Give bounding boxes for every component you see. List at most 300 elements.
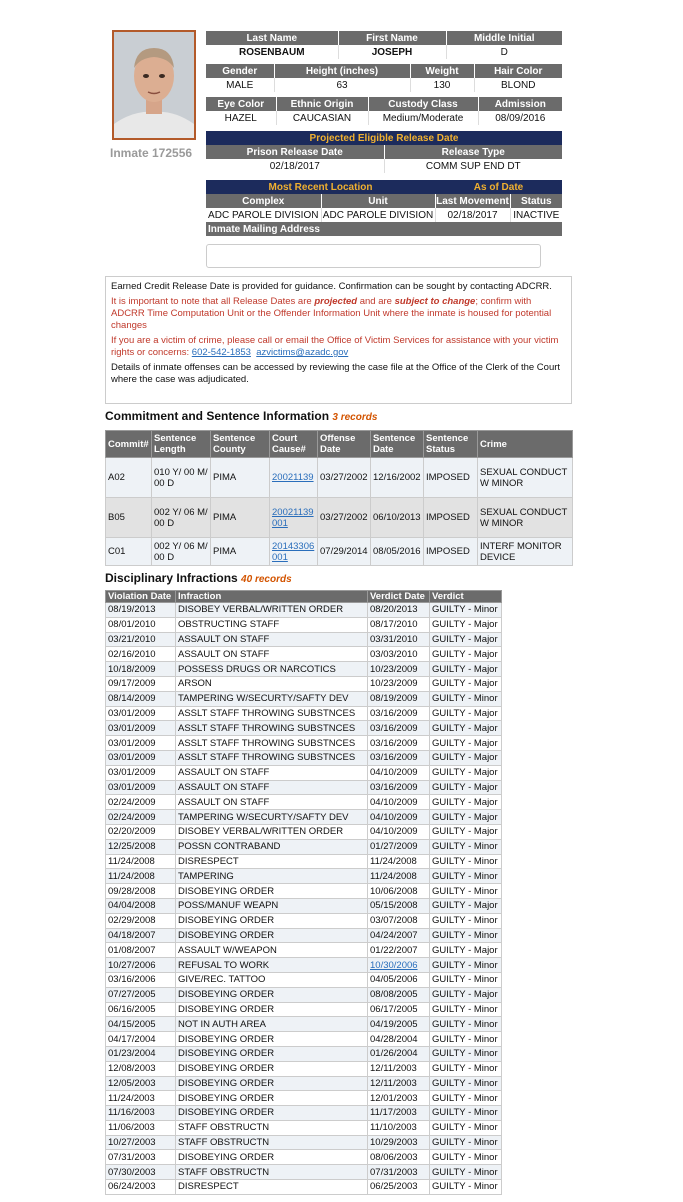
disciplinary-cell: 06/25/2003 xyxy=(368,1180,430,1195)
disciplinary-cell: DISOBEYING ORDER xyxy=(176,1091,368,1106)
disciplinary-cell: DISOBEYING ORDER xyxy=(176,1002,368,1017)
complex-header: Complex xyxy=(206,194,321,208)
disciplinary-cell: 08/19/2009 xyxy=(368,691,430,706)
commitment-cell: A02 xyxy=(106,458,152,498)
disciplinary-cell: 07/31/2003 xyxy=(368,1165,430,1180)
disciplinary-cell: 03/16/2006 xyxy=(106,972,176,987)
commitment-cell: 06/10/2013 xyxy=(371,498,424,538)
table-row xyxy=(106,839,502,854)
court-cause-link[interactable]: 20021139 xyxy=(272,472,314,483)
last-movement-header: Last Movement xyxy=(436,195,509,207)
disciplinary-cell: OBSTRUCTING STAFF xyxy=(176,617,368,632)
disciplinary-cell: TAMPERING W/SECURTY/SAFTY DEV xyxy=(176,810,368,825)
disciplinary-cell: GUILTY - Major xyxy=(430,810,502,825)
table-row xyxy=(106,987,502,1002)
disciplinary-cell: GUILTY - Minor xyxy=(430,884,502,899)
complex-value: ADC PAROLE DIVISION xyxy=(206,208,321,222)
disciplinary-cell: GUILTY - Minor xyxy=(430,1120,502,1135)
disciplinary-col-header: Violation Date xyxy=(106,591,176,603)
victim-email-link[interactable]: azvictims@azadc.gov xyxy=(256,347,349,358)
disciplinary-cell: GUILTY - Major xyxy=(430,780,502,795)
earned-credit-note: Earned Credit Release Date is provided for guidance. Confirmation can be sought by contacting ADCRR. xyxy=(111,281,552,292)
table-row xyxy=(106,913,502,928)
table-row xyxy=(106,928,502,943)
commitment-row xyxy=(106,538,573,566)
disciplinary-cell: GUILTY - Major xyxy=(430,706,502,721)
disciplinary-heading: Disciplinary Infractions 40 records xyxy=(105,571,292,585)
disciplinary-cell: ASSAULT ON STAFF xyxy=(176,647,368,662)
disciplinary-cell: 03/31/2010 xyxy=(368,632,430,647)
commitment-col-header: Crime xyxy=(478,431,573,458)
table-row xyxy=(106,676,502,691)
disciplinary-cell: 04/28/2004 xyxy=(368,1032,430,1047)
disciplinary-cell: 03/01/2009 xyxy=(106,780,176,795)
table-row xyxy=(106,691,502,706)
unit-header: Unit xyxy=(321,194,435,208)
disciplinary-cell: 06/16/2005 xyxy=(106,1002,176,1017)
hair-color-header: Hair Color xyxy=(474,64,562,78)
disciplinary-cell: GUILTY - Major xyxy=(430,824,502,839)
table-row xyxy=(106,617,502,632)
disciplinary-cell: GUILTY - Major xyxy=(430,647,502,662)
court-cause-link[interactable]: 20021139 001 xyxy=(272,506,314,529)
disciplinary-cell: DISRESPECT xyxy=(176,1180,368,1195)
victim-services-note: If you are a victim of crime, please call or email the Office of Victim Services for assistance with your victim rights or concerns: 602-542-1853 azvictims@azadc.gov xyxy=(111,335,559,358)
gender-header: Gender xyxy=(206,64,274,78)
disciplinary-cell: DISOBEYING ORDER xyxy=(176,928,368,943)
commitment-cell xyxy=(270,458,318,498)
prison-release-date-header: Prison Release Date xyxy=(206,145,384,159)
commitment-cell: 03/27/2002 xyxy=(318,458,371,498)
table-row xyxy=(106,706,502,721)
disciplinary-cell: 02/24/2009 xyxy=(106,810,176,825)
commitment-cell xyxy=(270,498,318,538)
disciplinary-cell: 04/10/2009 xyxy=(368,795,430,810)
commitment-col-header: Sentence Date xyxy=(371,431,424,458)
disciplinary-cell: 11/24/2008 xyxy=(368,869,430,884)
disciplinary-cell: ARSON xyxy=(176,676,368,691)
disciplinary-cell: GUILTY - Minor xyxy=(430,1061,502,1076)
disciplinary-cell: GUILTY - Minor xyxy=(430,913,502,928)
disciplinary-cell: GUILTY - Major xyxy=(430,750,502,765)
commitment-cell: 03/27/2002 xyxy=(318,498,371,538)
commitment-cell: 010 Y/ 00 M/ 00 D xyxy=(152,458,211,498)
table-row xyxy=(106,1165,502,1180)
unit-value: ADC PAROLE DIVISION xyxy=(322,209,434,221)
disciplinary-cell: 12/11/2003 xyxy=(368,1076,430,1091)
disciplinary-cell: 03/01/2009 xyxy=(106,706,176,721)
disciplinary-cell: GUILTY - Major xyxy=(430,765,502,780)
disciplinary-cell: GUILTY - Minor xyxy=(430,854,502,869)
disciplinary-cell: GUILTY - Minor xyxy=(430,603,502,618)
disciplinary-cell: DISOBEY VERBAL/WRITTEN ORDER xyxy=(176,824,368,839)
most-recent-location-header: Most Recent Location xyxy=(206,180,435,194)
commitment-col-header: Commit# xyxy=(106,431,152,458)
disciplinary-cell: GUILTY - Minor xyxy=(430,928,502,943)
disciplinary-cell: ASSAULT ON STAFF xyxy=(176,780,368,795)
commitment-cell: IMPOSED xyxy=(424,538,478,566)
disciplinary-cell: 07/30/2003 xyxy=(106,1165,176,1180)
mailing-address-box xyxy=(206,244,541,268)
disciplinary-cell: GUILTY - Minor xyxy=(430,869,502,884)
projected-release-header: Projected Eligible Release Date xyxy=(206,131,562,145)
physical-table xyxy=(206,64,562,92)
disciplinary-table xyxy=(105,590,502,1195)
disciplinary-cell: 06/24/2003 xyxy=(106,1180,176,1195)
disciplinary-cell: 03/16/2009 xyxy=(368,736,430,751)
table-row xyxy=(106,1135,502,1150)
disciplinary-cell: GIVE/REC. TATTOO xyxy=(176,972,368,987)
disciplinary-cell: ASSAULT W/WEAPON xyxy=(176,943,368,958)
commitment-cell: SEXUAL CONDUCT W MINOR xyxy=(478,498,573,538)
disciplinary-cell: 02/16/2010 xyxy=(106,647,176,662)
disciplinary-cell: 08/19/2013 xyxy=(106,603,176,618)
disciplinary-cell: 06/17/2005 xyxy=(368,1002,430,1017)
disciplinary-cell: STAFF OBSTRUCTN xyxy=(176,1165,368,1180)
disciplinary-cell: 01/08/2007 xyxy=(106,943,176,958)
release-date-warning: It is important to note that all Release Dates are projected and are subject to change; confirm with ADCRR Time Computation Unit or the Offender Information Unit where the inmate is housed for potential changes xyxy=(111,296,552,331)
disciplinary-cell: 05/15/2008 xyxy=(368,898,430,913)
disciplinary-cell: ASSAULT ON STAFF xyxy=(176,632,368,647)
commitment-col-header: Sentence Length xyxy=(152,431,211,458)
disciplinary-cell: GUILTY - Minor xyxy=(430,1135,502,1150)
disciplinary-cell: 08/20/2013 xyxy=(368,603,430,618)
disciplinary-cell: GUILTY - Minor xyxy=(430,691,502,706)
disciplinary-cell: GUILTY - Minor xyxy=(430,958,502,973)
commitment-heading: Commitment and Sentence Information 3 records xyxy=(105,409,378,423)
table-row xyxy=(106,662,502,677)
commitment-col-header: Court Cause# xyxy=(270,431,318,458)
disciplinary-cell: 03/07/2008 xyxy=(368,913,430,928)
table-row xyxy=(106,1091,502,1106)
disciplinary-cell: NOT IN AUTH AREA xyxy=(176,1017,368,1032)
disciplinary-cell: 03/01/2009 xyxy=(106,736,176,751)
last-name-header: Last Name xyxy=(206,31,338,45)
commitment-cell: 12/16/2002 xyxy=(371,458,424,498)
disciplinary-cell: 12/01/2003 xyxy=(368,1091,430,1106)
hair-color-value: BLOND xyxy=(474,78,562,92)
table-row xyxy=(106,1061,502,1076)
disciplinary-cell: 04/19/2005 xyxy=(368,1017,430,1032)
admission-header: Admission xyxy=(478,97,562,111)
disciplinary-cell: DISOBEYING ORDER xyxy=(176,913,368,928)
commitment-cell: PIMA xyxy=(211,498,270,538)
disciplinary-cell: 10/29/2003 xyxy=(368,1135,430,1150)
disciplinary-cell: 11/06/2003 xyxy=(106,1120,176,1135)
disciplinary-cell: 11/24/2008 xyxy=(368,854,430,869)
commitment-cell: 07/29/2014 xyxy=(318,538,371,566)
disciplinary-cell: 04/18/2007 xyxy=(106,928,176,943)
commitment-cell: PIMA xyxy=(211,538,270,566)
disciplinary-cell: DISRESPECT xyxy=(176,854,368,869)
ethnic-origin-value: CAUCASIAN xyxy=(276,111,368,125)
table-row xyxy=(106,765,502,780)
inmate-photo-icon xyxy=(114,32,194,138)
commitment-cell: IMPOSED xyxy=(424,498,478,538)
disciplinary-cell: GUILTY - Minor xyxy=(430,1150,502,1165)
disciplinary-cell: 10/27/2003 xyxy=(106,1135,176,1150)
table-row xyxy=(106,721,502,736)
disciplinary-cell: 03/21/2010 xyxy=(106,632,176,647)
disciplinary-cell: 12/11/2003 xyxy=(368,1061,430,1076)
table-row xyxy=(106,795,502,810)
table-row xyxy=(106,1150,502,1165)
disciplinary-cell: 09/17/2009 xyxy=(106,676,176,691)
table-row xyxy=(106,810,502,825)
disciplinary-cell: ASSAULT ON STAFF xyxy=(176,765,368,780)
disciplinary-cell: GUILTY - Major xyxy=(430,617,502,632)
last-name-value: ROSENBAUM xyxy=(206,45,338,59)
disciplinary-cell: POSS/MANUF WEAPN xyxy=(176,898,368,913)
table-row xyxy=(106,632,502,647)
table-row xyxy=(106,1032,502,1047)
disciplinary-cell xyxy=(368,958,430,973)
disciplinary-cell: 10/18/2009 xyxy=(106,662,176,677)
victim-phone-link[interactable]: 602-542-1853 xyxy=(191,347,251,358)
disciplinary-cell: ASSAULT ON STAFF xyxy=(176,795,368,810)
status-value: INACTIVE xyxy=(510,208,562,222)
disciplinary-cell: GUILTY - Major xyxy=(430,898,502,913)
table-row xyxy=(106,736,502,751)
disciplinary-cell: 01/23/2004 xyxy=(106,1046,176,1061)
verdict-date-link[interactable]: 10/30/2006 xyxy=(370,959,418,971)
commitment-cell: B05 xyxy=(106,498,152,538)
middle-initial-header: Middle Initial xyxy=(446,31,562,45)
disciplinary-cell: GUILTY - Major xyxy=(430,632,502,647)
weight-value: 130 xyxy=(410,78,474,92)
disciplinary-cell: 03/01/2009 xyxy=(106,750,176,765)
table-row xyxy=(106,647,502,662)
status-header: Status xyxy=(510,194,562,208)
disciplinary-cell: 08/01/2010 xyxy=(106,617,176,632)
disciplinary-cell: 11/24/2008 xyxy=(106,854,176,869)
disciplinary-cell: 10/27/2006 xyxy=(106,958,176,973)
disciplinary-cell: 03/16/2009 xyxy=(368,750,430,765)
disciplinary-cell: ASSLT STAFF THROWING SUBSTNCES xyxy=(176,706,368,721)
table-row xyxy=(106,603,502,618)
disciplinary-cell: 03/01/2009 xyxy=(106,721,176,736)
disciplinary-cell: DISOBEYING ORDER xyxy=(176,1150,368,1165)
disciplinary-cell: GUILTY - Major xyxy=(430,662,502,677)
height-value: 63 xyxy=(274,78,410,92)
eye-table xyxy=(206,97,562,125)
disciplinary-cell: 11/17/2003 xyxy=(368,1106,430,1121)
disciplinary-cell: 08/14/2009 xyxy=(106,691,176,706)
disciplinary-cell: 10/23/2009 xyxy=(368,662,430,677)
commitment-cell: 08/05/2016 xyxy=(371,538,424,566)
disciplinary-cell: STAFF OBSTRUCTN xyxy=(176,1120,368,1135)
admission-value: 08/09/2016 xyxy=(478,111,562,125)
disciplinary-cell: GUILTY - Major xyxy=(430,987,502,1002)
disciplinary-cell: DISOBEYING ORDER xyxy=(176,884,368,899)
ethnic-origin-header: Ethnic Origin xyxy=(276,97,368,111)
case-file-note: Details of inmate offenses can be accessed by reviewing the case file at the Office of the Clerk of the Court where the case was adjudicated. xyxy=(111,362,561,385)
disciplinary-cell: GUILTY - Minor xyxy=(430,1076,502,1091)
weight-header: Weight xyxy=(410,64,474,78)
disciplinary-cell: 07/31/2003 xyxy=(106,1150,176,1165)
disciplinary-cell: DISOBEY VERBAL/WRITTEN ORDER xyxy=(176,603,368,618)
disciplinary-cell: DISOBEYING ORDER xyxy=(176,1106,368,1121)
first-name-header: First Name xyxy=(338,31,446,45)
disciplinary-cell: GUILTY - Minor xyxy=(430,839,502,854)
disciplinary-cell: GUILTY - Major xyxy=(430,943,502,958)
disciplinary-cell: 04/04/2008 xyxy=(106,898,176,913)
disciplinary-cell: GUILTY - Minor xyxy=(430,1046,502,1061)
disciplinary-cell: GUILTY - Minor xyxy=(430,1091,502,1106)
commitment-cell: 002 Y/ 06 M/ 00 D xyxy=(152,538,211,566)
disciplinary-cell: 02/20/2009 xyxy=(106,824,176,839)
disciplinary-cell: 04/15/2005 xyxy=(106,1017,176,1032)
disciplinary-cell: STAFF OBSTRUCTN xyxy=(176,1135,368,1150)
disciplinary-cell: 11/24/2008 xyxy=(106,869,176,884)
as-of-date-header: As of Date xyxy=(435,180,562,194)
disciplinary-cell: 03/03/2010 xyxy=(368,647,430,662)
disciplinary-cell: GUILTY - Major xyxy=(430,795,502,810)
disciplinary-col-header: Infraction xyxy=(176,591,368,603)
release-table xyxy=(206,131,562,173)
table-row xyxy=(106,958,502,973)
disciplinary-cell: 02/24/2009 xyxy=(106,795,176,810)
commitment-col-header: Sentence County xyxy=(211,431,270,458)
inmate-photo xyxy=(112,30,196,140)
disciplinary-cell: 03/16/2009 xyxy=(368,780,430,795)
disciplinary-cell: DISOBEYING ORDER xyxy=(176,1032,368,1047)
disciplinary-cell: 04/17/2004 xyxy=(106,1032,176,1047)
disciplinary-cell: 09/28/2008 xyxy=(106,884,176,899)
disciplinary-cell: 01/22/2007 xyxy=(368,943,430,958)
commitment-col-header: Sentence Status xyxy=(424,431,478,458)
commitment-row xyxy=(106,458,573,498)
table-row xyxy=(106,1180,502,1195)
disciplinary-cell: 12/08/2003 xyxy=(106,1061,176,1076)
disciplinary-cell: 08/17/2010 xyxy=(368,617,430,632)
height-header: Height (inches) xyxy=(274,64,410,78)
disciplinary-cell: 12/05/2003 xyxy=(106,1076,176,1091)
commitment-row xyxy=(106,498,573,538)
table-row xyxy=(106,869,502,884)
custody-class-header: Custody Class xyxy=(368,97,478,111)
notice-box xyxy=(105,276,572,404)
table-row xyxy=(106,824,502,839)
disciplinary-cell: 03/01/2009 xyxy=(106,765,176,780)
disciplinary-cell: 04/10/2009 xyxy=(368,765,430,780)
court-cause-link[interactable]: 20143306 001 xyxy=(272,540,315,563)
disciplinary-cell: TAMPERING W/SECURTY/SAFTY DEV xyxy=(176,691,368,706)
table-row xyxy=(106,943,502,958)
commitment-cell: IMPOSED xyxy=(424,458,478,498)
eye-color-header: Eye Color xyxy=(206,97,276,111)
table-row xyxy=(106,1046,502,1061)
disciplinary-cell: 04/10/2009 xyxy=(368,824,430,839)
disciplinary-cell: 04/24/2007 xyxy=(368,928,430,943)
disciplinary-cell: 01/26/2004 xyxy=(368,1046,430,1061)
prison-release-date-value: 02/18/2017 xyxy=(206,159,384,173)
table-row xyxy=(106,1017,502,1032)
commitment-cell: 002 Y/ 06 M/ 00 D xyxy=(152,498,211,538)
disciplinary-cell: 11/10/2003 xyxy=(368,1120,430,1135)
commitment-table xyxy=(105,430,573,566)
commitment-cell: PIMA xyxy=(211,458,270,498)
disciplinary-cell: GUILTY - Minor xyxy=(430,1017,502,1032)
disciplinary-cell: ASSLT STAFF THROWING SUBSTNCES xyxy=(176,750,368,765)
disciplinary-cell: 02/29/2008 xyxy=(106,913,176,928)
disciplinary-cell: 10/23/2009 xyxy=(368,676,430,691)
disciplinary-cell: REFUSAL TO WORK xyxy=(176,958,368,973)
table-row xyxy=(106,884,502,899)
disciplinary-cell: GUILTY - Major xyxy=(430,736,502,751)
disciplinary-cell: GUILTY - Minor xyxy=(430,1165,502,1180)
disciplinary-cell: 10/06/2008 xyxy=(368,884,430,899)
disciplinary-cell: ASSLT STAFF THROWING SUBSTNCES xyxy=(176,736,368,751)
table-row xyxy=(106,1076,502,1091)
release-type-header: Release Type xyxy=(384,145,562,159)
disciplinary-cell: 08/08/2005 xyxy=(368,987,430,1002)
middle-initial-value: D xyxy=(446,45,562,59)
commitment-col-header: Offense Date xyxy=(318,431,371,458)
table-row xyxy=(106,1002,502,1017)
table-row xyxy=(106,854,502,869)
disciplinary-cell: GUILTY - Minor xyxy=(430,1180,502,1195)
disciplinary-cell: DISOBEYING ORDER xyxy=(176,1076,368,1091)
commitment-cell: INTERF MONITOR DEVICE xyxy=(478,538,573,566)
disciplinary-cell: GUILTY - Major xyxy=(430,676,502,691)
disciplinary-cell: 04/05/2006 xyxy=(368,972,430,987)
disciplinary-cell: POSSESS DRUGS OR NARCOTICS xyxy=(176,662,368,677)
disciplinary-cell: 08/06/2003 xyxy=(368,1150,430,1165)
disciplinary-cell: 11/16/2003 xyxy=(106,1106,176,1121)
mailing-address-header: Inmate Mailing Address xyxy=(206,222,562,236)
table-row xyxy=(106,898,502,913)
commitment-cell: SEXUAL CONDUCT W MINOR xyxy=(478,458,573,498)
disciplinary-col-header: Verdict Date xyxy=(368,591,430,603)
disciplinary-cell: DISOBEYING ORDER xyxy=(176,1046,368,1061)
disciplinary-cell: 12/25/2008 xyxy=(106,839,176,854)
disciplinary-cell: 04/10/2009 xyxy=(368,810,430,825)
disciplinary-cell: ASSLT STAFF THROWING SUBSTNCES xyxy=(176,721,368,736)
disciplinary-cell: GUILTY - Minor xyxy=(430,1106,502,1121)
custody-class-value: Medium/Moderate xyxy=(368,111,478,125)
commitment-cell: C01 xyxy=(106,538,152,566)
table-row xyxy=(106,750,502,765)
disciplinary-cell: 03/16/2009 xyxy=(368,721,430,736)
disciplinary-cell: 01/27/2009 xyxy=(368,839,430,854)
last-movement-value: 02/18/2017 xyxy=(435,208,510,222)
table-row xyxy=(106,1106,502,1121)
disciplinary-cell: POSSN CONTRABAND xyxy=(176,839,368,854)
table-row xyxy=(106,1120,502,1135)
disciplinary-cell: 11/24/2003 xyxy=(106,1091,176,1106)
gender-value: MALE xyxy=(206,78,274,92)
disciplinary-cell: DISOBEYING ORDER xyxy=(176,1061,368,1076)
disciplinary-cell: GUILTY - Minor xyxy=(430,972,502,987)
commitment-cell xyxy=(270,538,318,566)
release-type-value: COMM SUP END DT xyxy=(384,159,562,173)
disciplinary-col-header: Verdict xyxy=(430,591,502,603)
table-row xyxy=(106,972,502,987)
inmate-id-label: Inmate 172556 xyxy=(110,146,193,160)
disciplinary-cell: TAMPERING xyxy=(176,869,368,884)
table-row xyxy=(106,780,502,795)
first-name-value: JOSEPH xyxy=(338,45,446,59)
disciplinary-cell: GUILTY - Minor xyxy=(430,1032,502,1047)
disciplinary-cell: 07/27/2005 xyxy=(106,987,176,1002)
disciplinary-cell: 03/16/2009 xyxy=(368,706,430,721)
disciplinary-cell: GUILTY - Minor xyxy=(430,1002,502,1017)
eye-color-value: HAZEL xyxy=(206,111,276,125)
name-table xyxy=(206,31,562,59)
disciplinary-cell: GUILTY - Major xyxy=(430,721,502,736)
location-table xyxy=(206,180,562,236)
